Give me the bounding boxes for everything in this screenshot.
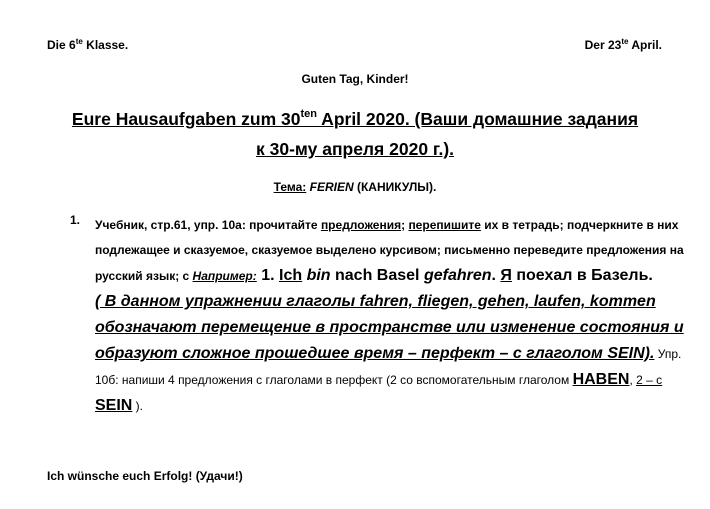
haben-verb: HABEN [572, 371, 630, 388]
topic-label: Тема: [273, 180, 307, 194]
greeting: Guten Tag, Kinder! [301, 72, 409, 86]
homework-title: Eure Hausaufgaben zum $30^{ten}$ April 2020. (Ваши домашние задания к 30-му апреля 2020 г.). [71, 108, 639, 159]
closing-line: Ich wünsche euch Erfolg! (Удачи!) [47, 469, 243, 483]
grammar-note: ( В данном упражнении глаголы fahren, fliegen, gehen, laufen, kommen обозначают перемещение в пространстве или изменение состояния и образуют сложное прошедшее время – перфект – с глаголом SEIN). [95, 293, 684, 362]
class-label: Die $6^{te}$ Klasse. [47, 37, 129, 52]
example-label: Например: [192, 269, 257, 283]
date-label: Der $23^{te}$ April. [584, 37, 662, 52]
task-number: 1. [70, 213, 81, 227]
topic-word-ru: (КАНИКУЛЫ). [356, 180, 437, 194]
topic-line [0, 180, 710, 194]
sein-verb: SEIN [95, 397, 133, 414]
task-body: Учебник, стр.61, упр. 10а: прочитайте предложения; перепишите их в тетрадь; подчеркните в них подлежащее и сказуемое, сказуемое выделено курсивом; письменно переведите предложения на русский язык; с Например: 1. Ich bin nach Basel gefahren. Я поехал в Базель. ( В данном упражнении глаголы fahren, fliegen, gehen, laufen, kommen обозначают перемещение в пространстве или изменение состояния и образуют сложное прошедшее время – перфект – с глаголом SEIN). Упр. 10б: напиши 4 предложения с глаголами в перфект (2 со вспомогательным глаголом HABEN, 2 – с SEIN ). [95, 218, 684, 414]
topic-word-de: FERIEN [309, 180, 354, 194]
